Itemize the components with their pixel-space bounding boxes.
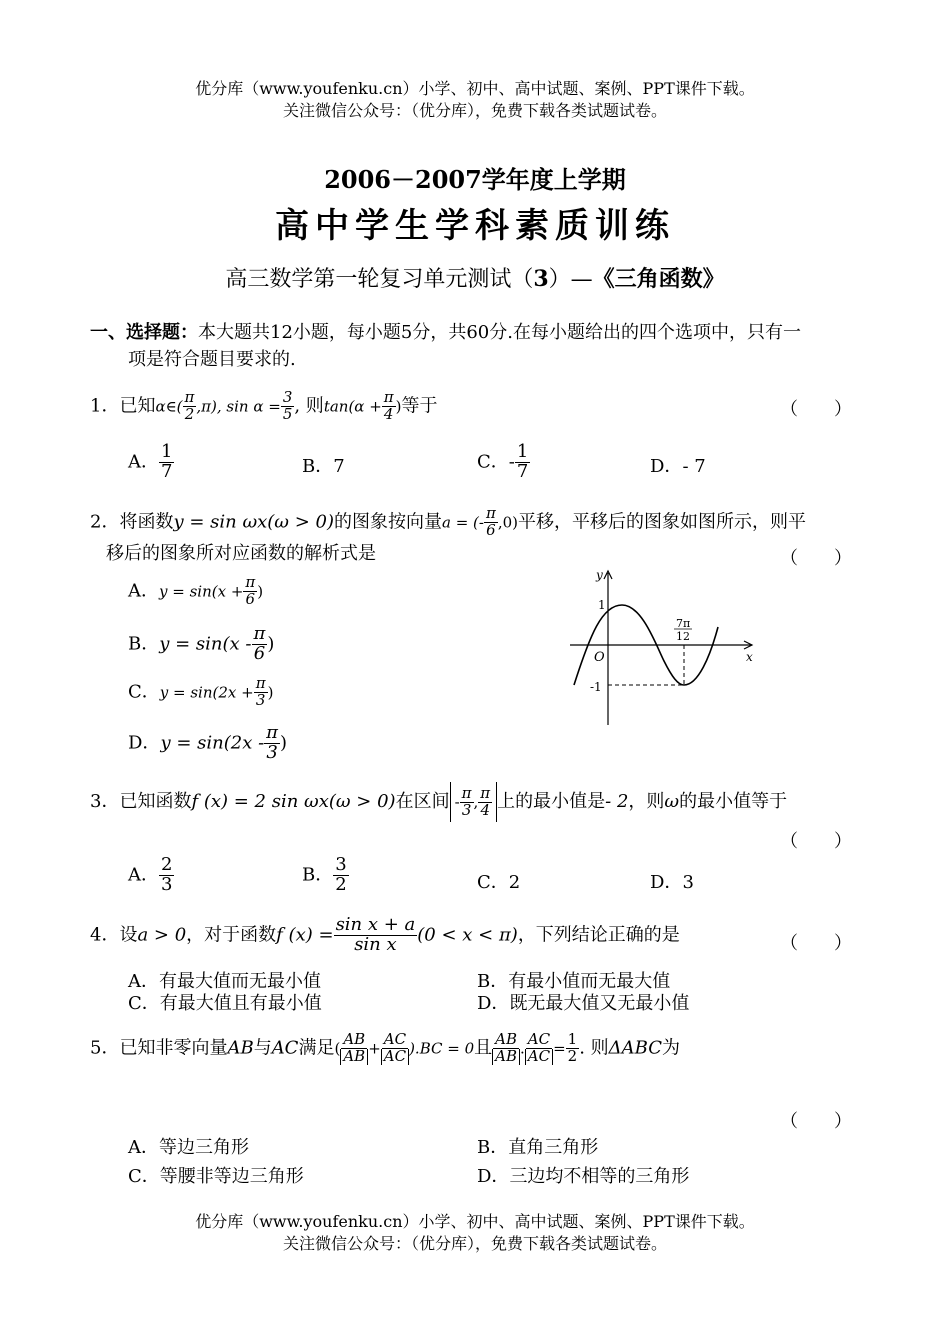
question-3: 3．已知函数f (x) = 2 sin ωx(ω > 0)在区间 - $\frac{\pi}{3}$ , $\frac{\pi}{4}$ 上的最小值是- 2，则ω的最小值等于 xyxy=(90,782,787,822)
q1-alpha-in: α∈( xyxy=(155,397,183,416)
q1-c-frac: $\frac{1}{7}$ xyxy=(516,441,529,482)
footer-line-1: 优分库（www.youfenku.cn）小学、初中、高中试题、案例、PPT课件下载。 xyxy=(195,1212,755,1231)
q5-answer-paren: （ ） xyxy=(780,1111,852,1132)
q2-line-2: 移后的图象所对应函数的解析式是 xyxy=(106,543,376,564)
graph-y-label: y xyxy=(596,568,603,582)
graph-one: 1 xyxy=(598,598,606,612)
q3-a-frac: $\frac{2}{3}$ xyxy=(161,854,173,895)
graph-tick-den: 12 xyxy=(676,630,690,643)
q2-option-c: C．y = sin(2x + $\frac{\pi}{3}$ ) xyxy=(128,674,274,709)
section-desc-2: 项是符合题目要求的. xyxy=(128,349,296,370)
graph-x-label: x xyxy=(746,650,753,664)
q3-frac-pi-3: $\frac{\pi}{3}$ xyxy=(461,783,472,819)
q2-option-b: B．y = sin(x - $\frac{\pi}{6}$ ) xyxy=(128,623,275,664)
page-footer xyxy=(0,1211,950,1255)
q5-frac-ac-2: $\frac{AC}{AC}$ xyxy=(525,1032,553,1065)
question-2: 2．将函数y = sin ωx(ω > 0)的图象按向量a = (- $\frac{\pi}{6}$ ,0)平移，平移后的图象如图所示，则平 xyxy=(90,504,806,539)
q2-frac-pi-6: $\frac{\pi}{6}$ xyxy=(485,504,496,539)
q5-option-b: B．直角三角形 xyxy=(477,1137,599,1158)
graph-origin: O xyxy=(594,650,605,665)
q2-d-frac: $\frac{\pi}{3}$ xyxy=(266,722,278,763)
q1-tan: tan(α + xyxy=(323,397,382,416)
q1-frac-pi-4: $\frac{\pi}{4}$ xyxy=(383,388,394,423)
q5-frac-ac: $\frac{AC}{AC}$ xyxy=(381,1032,409,1065)
q1-pre: 已知 xyxy=(119,395,156,417)
q2-b-frac: $\frac{\pi}{6}$ xyxy=(253,623,266,664)
title-main: 高中学生学科素质训练 xyxy=(275,206,675,246)
section-label: 一、选择题： xyxy=(90,322,198,343)
q2-sine-graph xyxy=(560,565,760,730)
q1-number: 1． xyxy=(90,395,120,417)
q3-frac-pi-4: $\frac{\pi}{4}$ xyxy=(480,783,491,819)
question-1 xyxy=(90,390,437,423)
q1-frac-3-5: $\frac{3}{5}$ xyxy=(282,388,293,423)
q4-option-a: A．有最大值而无最小值 xyxy=(128,971,321,992)
q4-option-c: C．有最大值且有最小值 xyxy=(128,993,322,1014)
q3-option-b: B． $\frac{3}{2}$ xyxy=(302,854,347,895)
q2-a-frac: $\frac{\pi}{6}$ xyxy=(245,573,256,608)
footer-line-2: 关注微信公众号：（优分库），免费下载各类试题试卷。 xyxy=(282,1234,667,1253)
q3-option-a: A． $\frac{2}{3}$ xyxy=(128,854,173,895)
q2-option-d: D．y = sin(2x - $\frac{\pi}{3}$ ) xyxy=(128,722,288,763)
q2-answer-paren: （ ） xyxy=(780,548,852,569)
title-sub-topic: 《三角函数》 xyxy=(592,266,725,292)
q5-option-c: C．等腰非等边三角形 xyxy=(128,1166,304,1187)
q2-c-frac: $\frac{\pi}{3}$ xyxy=(255,674,266,709)
q1-answer-paren: （ ） xyxy=(780,399,852,420)
q3-option-d: D．3 xyxy=(650,872,694,893)
q1-option-a: A． $\frac{1}{7}$ xyxy=(128,441,173,482)
title-sub-mid: ）— xyxy=(548,267,593,292)
q1-a-frac: $\frac{1}{7}$ xyxy=(161,441,173,482)
graph-neg-one: -1 xyxy=(590,680,602,694)
q3-option-c: C．2 xyxy=(477,872,521,893)
section-desc-1: 本大题共12小题，每小题5分，共60分.在每小题给出的四个选项中，只有一 xyxy=(198,322,801,343)
title-sub xyxy=(0,262,950,293)
title-sub-num: 3 xyxy=(533,266,549,292)
q2-func: y = sin ωx(ω > 0) xyxy=(173,511,334,533)
q1-close: ) xyxy=(395,397,402,416)
q5-option-a: A．等边三角形 xyxy=(128,1137,249,1158)
header-line-1: 优分库（www.youfenku.cn）小学、初中、高中试题、案例、PPT课件下载。 xyxy=(195,79,755,98)
q3-func: f (x) = 2 sin ωx(ω > 0) xyxy=(191,791,396,812)
page-header xyxy=(0,78,950,122)
q4-frac: $\frac{\text{sin x + a}}{\text{sin x}}$ xyxy=(335,914,416,955)
q2-option-a: A．y = sin(x + $\frac{\pi}{6}$ ) xyxy=(128,573,264,608)
q1-rest: ,π), sin α = xyxy=(196,397,281,416)
graph-tick-num: 7π xyxy=(676,617,691,630)
q1-frac-pi-2: $\frac{\pi}{2}$ xyxy=(184,388,195,423)
q4-option-d: D．既无最大值又无最小值 xyxy=(477,993,690,1014)
q3-b-frac: $\frac{3}{2}$ xyxy=(335,854,347,895)
q4-option-b: B．有最小值而无最大值 xyxy=(477,971,671,992)
q1-option-b: B．7 xyxy=(302,456,345,477)
q1-post: 等于 xyxy=(401,395,438,417)
section-1-intro xyxy=(90,321,801,345)
question-5: 5．已知非零向量AB与AC满足( $\frac{AB}{AB}$ + $\frac{AC}{AC}$ ).BC = 0且 $\frac{AB}{AB}$ . $\frac{AC}{AC}$ = $\frac{1}{2}$ . 则ΔABC为 xyxy=(90,1030,680,1065)
title-sub-prefix: 高三数学第一轮复习单元测试（ xyxy=(225,267,534,292)
q1-option-d: D．- 7 xyxy=(650,456,706,477)
q3-answer-paren: （ ） xyxy=(780,831,852,852)
header-line-2: 关注微信公众号：（优分库），免费下载各类试题试卷。 xyxy=(282,101,667,120)
q5-frac-ab: $\frac{AB}{AB}$ xyxy=(340,1032,368,1065)
q1-then: , 则 xyxy=(294,395,324,417)
question-4: 4．设a > 0，对于函数f (x) = $\frac{\text{sin x + a}}{\text{sin x}}$ (0 < x < π)，下列结论正确的是 xyxy=(90,914,680,955)
q4-answer-paren: （ ） xyxy=(780,933,852,954)
title-year: 2006－2007学年度上学期 xyxy=(324,165,626,194)
q1-option-c: C．- $\frac{1}{7}$ xyxy=(477,441,529,482)
q5-frac-half: $\frac{1}{2}$ xyxy=(567,1030,578,1065)
q5-option-d: D．三边均不相等的三角形 xyxy=(477,1166,690,1187)
q5-frac-ab-2: $\frac{AB}{AB}$ xyxy=(492,1032,520,1065)
q2-vector: a = (- xyxy=(442,513,484,532)
